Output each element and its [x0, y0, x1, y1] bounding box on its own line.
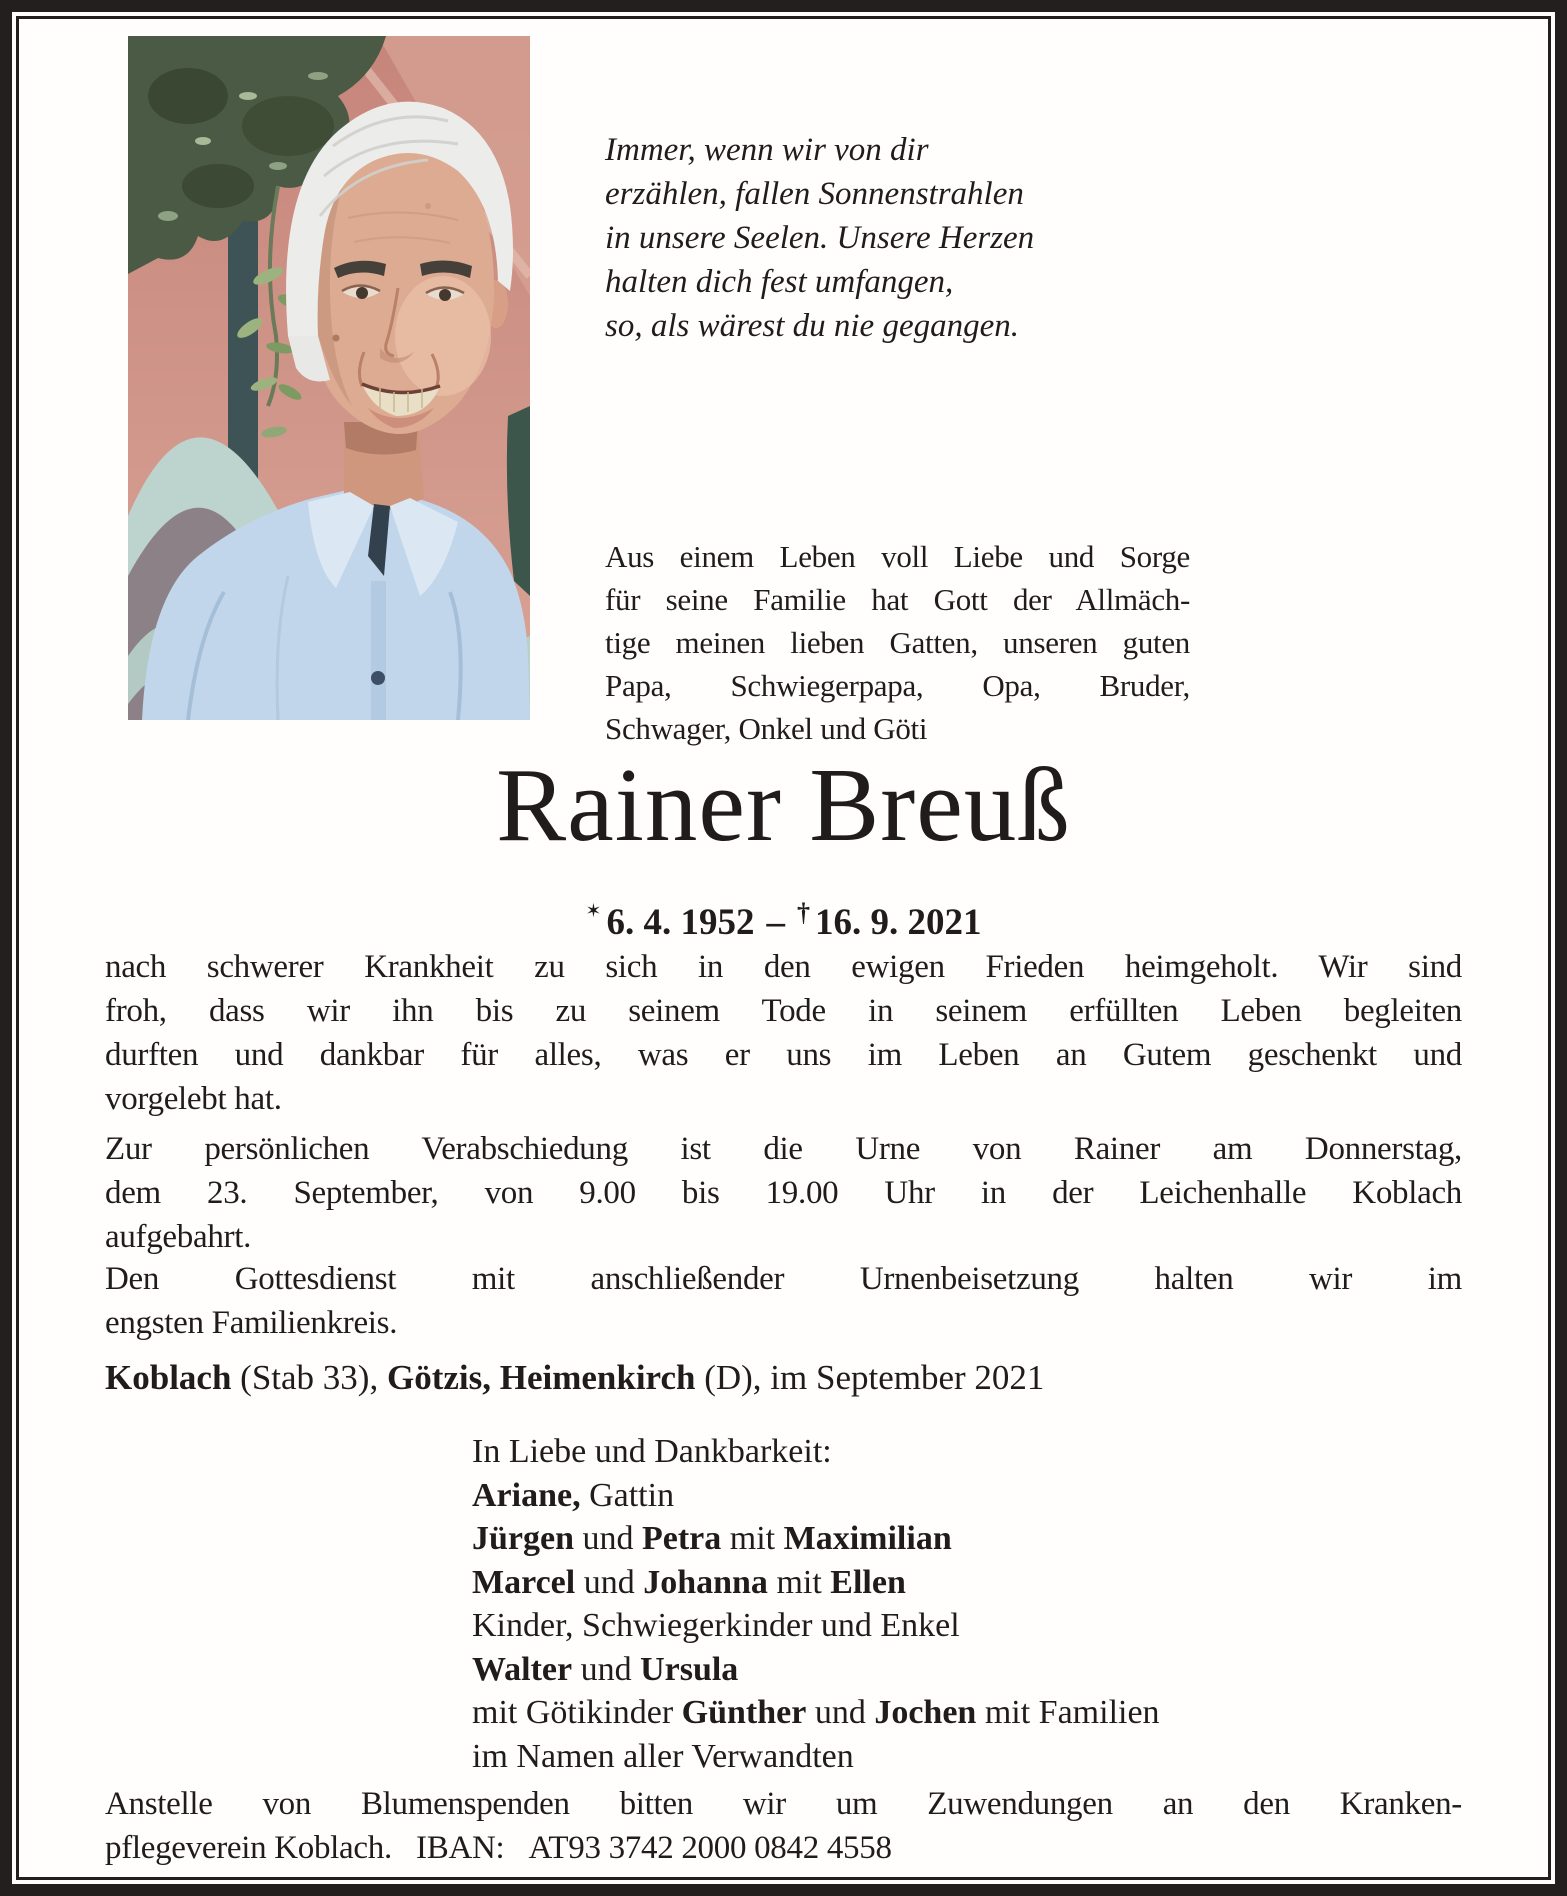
text-line: Kinder, Schwiegerkinder und Enkel	[472, 1607, 960, 1644]
paragraph-viewing	[105, 1127, 1462, 1259]
dates-separator: –	[766, 902, 785, 943]
text-line: Koblach (Stab 33), Götzis, Heimenkirch (D), im September 2021	[105, 1358, 1045, 1397]
death-cross-symbol: †	[796, 898, 810, 927]
text-line: engsten Familienkreis.	[105, 1305, 398, 1341]
text-line: aufgebahrt.	[105, 1219, 252, 1255]
text-line: so, als wärest du nie gegangen.	[605, 308, 1019, 344]
text-line: dem 23. September, von 9.00 bis 19.00 Uhr in der Leichenhalle Koblach	[105, 1175, 1462, 1211]
portrait-photo	[128, 36, 530, 720]
memorial-poem	[605, 128, 1125, 348]
death-date: 16. 9. 2021	[814, 902, 982, 943]
text-line: im Namen aller Verwandten	[472, 1737, 854, 1775]
text-line: Anstelle von Blumenspenden bitten wir um Zuwendungen an den Kranken-	[105, 1786, 1462, 1822]
deceased-name: Rainer Breuß	[496, 746, 1071, 863]
family-list	[472, 1430, 1372, 1778]
text-line: Marcel und Johanna mit Ellen	[472, 1563, 906, 1601]
text-line: Jürgen und Petra mit Maximilian	[472, 1520, 952, 1557]
text-line: Ariane, Gattin	[472, 1476, 675, 1514]
text-line: Immer, wenn wir von dir	[605, 132, 929, 168]
text-line: Walter und Ursula	[472, 1650, 739, 1688]
places-line	[105, 1358, 1462, 1398]
portrait-photo-graphic	[128, 36, 530, 720]
text-line: Aus einem Leben voll Liebe und Sorge	[605, 539, 1190, 574]
text-line: froh, dass wir ihn bis zu seinem Tode in seinem erfüllten Leben begleiten	[105, 993, 1462, 1029]
paragraph-donations	[105, 1782, 1462, 1870]
text-line: In Liebe und Dankbarkeit:	[472, 1433, 832, 1470]
text-line: für seine Familie hat Gott der Allmäch-	[605, 582, 1190, 617]
text-line: Zur persönlichen Verabschiedung ist die Urne von Rainer am Donnerstag,	[105, 1131, 1462, 1167]
text-line: Den Gottesdienst mit anschließender Urnenbeisetzung halten wir im	[105, 1261, 1462, 1297]
birth-date: 6. 4. 1952	[606, 902, 755, 943]
text-line: tige meinen lieben Gatten, unseren guten	[605, 625, 1190, 660]
birth-star-symbol: ✶	[585, 900, 602, 922]
paragraph-farewell	[105, 945, 1462, 1121]
text-line: halten dich fest umfangen,	[605, 264, 954, 300]
text-line: erzählen, fallen Sonnenstrahlen	[605, 176, 1024, 212]
text-line: nach schwerer Krankheit zu sich in den ewigen Frieden heimgeholt. Wir sind	[105, 949, 1462, 985]
text-line: durften und dankbar für alles, was er uns im Leben an Gutem geschenkt und	[105, 1037, 1462, 1073]
text-line: vorgelebt hat.	[105, 1081, 282, 1117]
text-line: pflegeverein Koblach. IBAN: AT93 3742 2000 0842 4558	[105, 1830, 892, 1866]
intro-paragraph	[605, 535, 1190, 750]
text-line: in unsere Seelen. Unsere Herzen	[605, 220, 1035, 256]
text-line: mit Götikinder Günther und Jochen mit Familien	[472, 1694, 1160, 1731]
paragraph-service	[105, 1257, 1462, 1345]
text-line: Papa, Schwiegerpapa, Opa, Bruder,	[605, 668, 1190, 703]
text-line: Schwager, Onkel und Göti	[605, 711, 928, 746]
life-dates	[0, 898, 1567, 944]
